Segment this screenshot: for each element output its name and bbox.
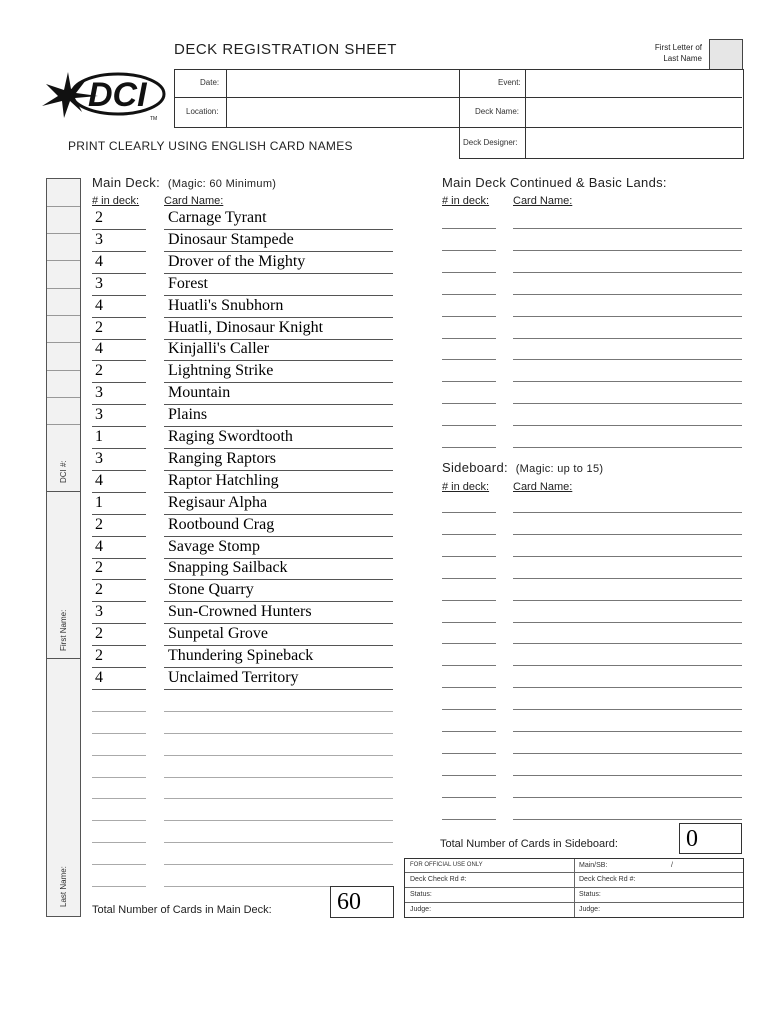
card-name[interactable]: Lightning Strike bbox=[164, 361, 393, 383]
card-row[interactable] bbox=[92, 339, 394, 361]
card-name[interactable]: Thundering Spineback bbox=[164, 646, 393, 668]
card-row[interactable] bbox=[92, 602, 394, 624]
card-qty[interactable] bbox=[92, 756, 146, 778]
card-qty[interactable]: 4 bbox=[92, 339, 146, 361]
card-qty[interactable]: 2 bbox=[92, 558, 146, 580]
player-info-strip bbox=[46, 178, 81, 917]
official-use-box bbox=[404, 858, 744, 918]
sideboard-qty-line[interactable] bbox=[442, 731, 496, 732]
sideboard-name-line[interactable] bbox=[513, 797, 742, 798]
sideboard-qty-line[interactable] bbox=[442, 753, 496, 754]
sideboard-qty-line[interactable] bbox=[442, 643, 496, 644]
card-name[interactable]: Kinjalli's Caller bbox=[164, 339, 393, 361]
card-row[interactable] bbox=[92, 493, 394, 515]
empty-card-row[interactable] bbox=[92, 712, 394, 734]
dci-logo bbox=[38, 66, 168, 127]
card-name[interactable] bbox=[164, 777, 393, 799]
empty-card-row[interactable] bbox=[92, 821, 394, 843]
continued-name-line[interactable] bbox=[513, 250, 742, 251]
card-name[interactable]: Stone Quarry bbox=[164, 580, 393, 602]
card-name[interactable]: Rootbound Crag bbox=[164, 515, 393, 537]
continued-qty-line[interactable] bbox=[442, 359, 496, 360]
card-qty[interactable]: 2 bbox=[92, 361, 146, 383]
card-name[interactable]: Huatli's Snubhorn bbox=[164, 296, 393, 318]
sideboard-name-line[interactable] bbox=[513, 643, 742, 644]
card-qty[interactable] bbox=[92, 799, 146, 821]
sideboard-qty-line[interactable] bbox=[442, 797, 496, 798]
card-name[interactable]: Snapping Sailback bbox=[164, 558, 393, 580]
card-row[interactable] bbox=[92, 208, 394, 230]
main-sb-slash: / bbox=[671, 862, 673, 869]
card-qty[interactable]: 3 bbox=[92, 405, 146, 427]
card-row[interactable] bbox=[92, 449, 394, 471]
sideboard-name-line[interactable] bbox=[513, 819, 742, 820]
deck-designer-field[interactable] bbox=[527, 129, 739, 156]
card-qty[interactable]: 4 bbox=[92, 252, 146, 274]
location-label: Location: bbox=[186, 107, 219, 116]
card-row[interactable] bbox=[92, 318, 394, 340]
empty-card-row[interactable] bbox=[92, 843, 394, 865]
sideboard-name-line[interactable] bbox=[513, 512, 742, 513]
page-title: DECK REGISTRATION SHEET bbox=[174, 41, 397, 58]
continued-name-line[interactable] bbox=[513, 228, 742, 229]
card-name[interactable]: Raptor Hatchling bbox=[164, 471, 393, 493]
card-row[interactable] bbox=[92, 558, 394, 580]
sideboard-qty-line[interactable] bbox=[442, 622, 496, 623]
continued-qty-line[interactable] bbox=[442, 272, 496, 273]
status-label-2: Status: bbox=[579, 891, 601, 898]
card-name[interactable] bbox=[164, 756, 393, 778]
empty-card-row[interactable] bbox=[92, 734, 394, 756]
card-qty[interactable]: 2 bbox=[92, 318, 146, 340]
deck-check-label-1: Deck Check Rd #: bbox=[410, 876, 467, 883]
card-row[interactable] bbox=[92, 624, 394, 646]
sideboard-qty-line[interactable] bbox=[442, 775, 496, 776]
card-name[interactable] bbox=[164, 712, 393, 734]
card-name[interactable] bbox=[164, 734, 393, 756]
main-deck-columns: # in deck: Card Name: bbox=[92, 195, 224, 207]
card-qty[interactable] bbox=[92, 777, 146, 799]
card-qty[interactable]: 4 bbox=[92, 471, 146, 493]
sideboard-name-line[interactable] bbox=[513, 600, 742, 601]
card-name[interactable] bbox=[164, 843, 393, 865]
main-continued-columns: # in deck: Card Name: bbox=[442, 195, 573, 207]
continued-name-line[interactable] bbox=[513, 447, 742, 448]
sideboard-qty-line[interactable] bbox=[442, 665, 496, 666]
continued-name-line[interactable] bbox=[513, 338, 742, 339]
judge-label-2: Judge: bbox=[579, 906, 601, 913]
card-qty[interactable]: 2 bbox=[92, 515, 146, 537]
continued-qty-line[interactable] bbox=[442, 250, 496, 251]
sideboard-name-line[interactable] bbox=[513, 687, 742, 688]
last-name-label: Last Name: bbox=[59, 866, 68, 907]
continued-name-line[interactable] bbox=[513, 294, 742, 295]
deck-name-label: Deck Name: bbox=[475, 107, 520, 116]
card-qty[interactable]: 4 bbox=[92, 537, 146, 559]
card-qty[interactable]: 3 bbox=[92, 449, 146, 471]
card-row[interactable] bbox=[92, 230, 394, 252]
status-label-1: Status: bbox=[410, 891, 432, 898]
first-letter-label: First Letter of Last Name bbox=[654, 43, 702, 63]
date-label: Date: bbox=[200, 78, 220, 87]
card-qty[interactable]: 2 bbox=[92, 624, 146, 646]
card-row[interactable] bbox=[92, 668, 394, 690]
first-letter-box[interactable] bbox=[709, 39, 743, 70]
sideboard-heading: Sideboard: (Magic: up to 15) bbox=[442, 460, 604, 475]
empty-card-row[interactable] bbox=[92, 777, 394, 799]
sideboard-name-line[interactable] bbox=[513, 665, 742, 666]
continued-qty-line[interactable] bbox=[442, 316, 496, 317]
dci-number-label: DCI #: bbox=[59, 460, 68, 483]
continued-name-line[interactable] bbox=[513, 272, 742, 273]
card-row[interactable] bbox=[92, 580, 394, 602]
card-qty[interactable] bbox=[92, 865, 146, 887]
card-qty[interactable]: 3 bbox=[92, 274, 146, 296]
deck-designer-label: Deck Designer: bbox=[463, 138, 518, 147]
continued-name-line[interactable] bbox=[513, 316, 742, 317]
continued-name-line[interactable] bbox=[513, 425, 742, 426]
continued-qty-line[interactable] bbox=[442, 403, 496, 404]
card-name[interactable]: Sunpetal Grove bbox=[164, 624, 393, 646]
card-name[interactable] bbox=[164, 799, 393, 821]
card-name[interactable]: Savage Stomp bbox=[164, 537, 393, 559]
empty-card-row[interactable] bbox=[92, 690, 394, 712]
card-name[interactable]: Unclaimed Territory bbox=[164, 668, 393, 690]
card-name[interactable]: Drover of the Mighty bbox=[164, 252, 393, 274]
card-name[interactable]: Dinosaur Stampede bbox=[164, 230, 393, 252]
card-qty[interactable]: 4 bbox=[92, 296, 146, 318]
continued-qty-line[interactable] bbox=[442, 228, 496, 229]
official-use-header: FOR OFFICIAL USE ONLY bbox=[410, 862, 483, 868]
sideboard-qty-line[interactable] bbox=[442, 534, 496, 535]
card-name[interactable]: Ranging Raptors bbox=[164, 449, 393, 471]
card-row[interactable] bbox=[92, 427, 394, 449]
card-qty[interactable] bbox=[92, 843, 146, 865]
card-name[interactable]: Mountain bbox=[164, 383, 393, 405]
card-row[interactable] bbox=[92, 405, 394, 427]
main-total-value[interactable]: 60 bbox=[330, 886, 394, 918]
card-row[interactable] bbox=[92, 252, 394, 274]
card-name[interactable] bbox=[164, 690, 393, 712]
deck-name-field[interactable] bbox=[527, 99, 739, 126]
date-field[interactable] bbox=[228, 71, 456, 96]
continued-qty-line[interactable] bbox=[442, 338, 496, 339]
card-qty[interactable] bbox=[92, 821, 146, 843]
sideboard-name-line[interactable] bbox=[513, 731, 742, 732]
continued-name-line[interactable] bbox=[513, 359, 742, 360]
sideboard-qty-line[interactable] bbox=[442, 578, 496, 579]
card-name[interactable]: Sun-Crowned Hunters bbox=[164, 602, 393, 624]
sideboard-name-line[interactable] bbox=[513, 556, 742, 557]
card-row[interactable] bbox=[92, 471, 394, 493]
empty-card-row[interactable] bbox=[92, 799, 394, 821]
card-qty[interactable] bbox=[92, 712, 146, 734]
print-note: PRINT CLEARLY USING ENGLISH CARD NAMES bbox=[68, 139, 353, 153]
sideboard-qty-line[interactable] bbox=[442, 556, 496, 557]
card-qty[interactable]: 1 bbox=[92, 427, 146, 449]
card-qty[interactable]: 3 bbox=[92, 230, 146, 252]
continued-name-line[interactable] bbox=[513, 403, 742, 404]
card-name[interactable]: Plains bbox=[164, 405, 393, 427]
main-deck-heading: Main Deck: (Magic: 60 Minimum) bbox=[92, 175, 277, 190]
sideboard-name-line[interactable] bbox=[513, 622, 742, 623]
card-qty[interactable] bbox=[92, 734, 146, 756]
main-sb-label: Main/SB: bbox=[579, 862, 608, 869]
sideboard-name-line[interactable] bbox=[513, 578, 742, 579]
card-row[interactable] bbox=[92, 537, 394, 559]
card-qty[interactable]: 1 bbox=[92, 493, 146, 515]
card-name[interactable] bbox=[164, 865, 393, 887]
judge-label-1: Judge: bbox=[410, 906, 432, 913]
card-name[interactable]: Raging Swordtooth bbox=[164, 427, 393, 449]
continued-qty-line[interactable] bbox=[442, 381, 496, 382]
sideboard-name-line[interactable] bbox=[513, 753, 742, 754]
card-name[interactable] bbox=[164, 821, 393, 843]
sideboard-qty-line[interactable] bbox=[442, 687, 496, 688]
sideboard-qty-line[interactable] bbox=[442, 709, 496, 710]
sideboard-columns: # in deck: Card Name: bbox=[442, 481, 573, 493]
empty-card-row[interactable] bbox=[92, 756, 394, 778]
card-name[interactable]: Huatli, Dinosaur Knight bbox=[164, 318, 393, 340]
card-row[interactable] bbox=[92, 361, 394, 383]
card-qty[interactable]: 3 bbox=[92, 383, 146, 405]
continued-name-line[interactable] bbox=[513, 381, 742, 382]
deck-check-label-2: Deck Check Rd #: bbox=[579, 876, 636, 883]
sideboard-qty-line[interactable] bbox=[442, 600, 496, 601]
card-row[interactable] bbox=[92, 383, 394, 405]
card-row[interactable] bbox=[92, 296, 394, 318]
card-name[interactable]: Forest bbox=[164, 274, 393, 296]
empty-card-row[interactable] bbox=[92, 865, 394, 887]
card-qty[interactable]: 2 bbox=[92, 580, 146, 602]
event-label: Event: bbox=[498, 78, 521, 87]
card-qty[interactable] bbox=[92, 690, 146, 712]
card-row[interactable] bbox=[92, 515, 394, 537]
event-field[interactable] bbox=[527, 71, 739, 96]
logo-text: DCI bbox=[88, 76, 147, 114]
card-row[interactable] bbox=[92, 274, 394, 296]
main-continued-heading: Main Deck Continued & Basic Lands: bbox=[442, 175, 667, 190]
card-qty[interactable]: 2 bbox=[92, 646, 146, 668]
main-total-label: Total Number of Cards in Main Deck: bbox=[92, 904, 272, 916]
card-qty[interactable]: 2 bbox=[92, 208, 146, 230]
sideboard-name-line[interactable] bbox=[513, 534, 742, 535]
first-name-label: First Name: bbox=[59, 609, 68, 651]
sideboard-name-line[interactable] bbox=[513, 709, 742, 710]
card-name[interactable]: Carnage Tyrant bbox=[164, 208, 393, 230]
sideboard-qty-line[interactable] bbox=[442, 819, 496, 820]
sideboard-qty-line[interactable] bbox=[442, 512, 496, 513]
card-qty[interactable]: 3 bbox=[92, 602, 146, 624]
sideboard-name-line[interactable] bbox=[513, 775, 742, 776]
sideboard-total-value[interactable]: 0 bbox=[679, 823, 742, 854]
continued-qty-line[interactable] bbox=[442, 294, 496, 295]
continued-qty-line[interactable] bbox=[442, 447, 496, 448]
card-name[interactable]: Regisaur Alpha bbox=[164, 493, 393, 515]
card-qty[interactable]: 4 bbox=[92, 668, 146, 690]
continued-qty-line[interactable] bbox=[442, 425, 496, 426]
logo-tm: TM bbox=[150, 116, 158, 122]
sideboard-total-label: Total Number of Cards in Sideboard: bbox=[440, 838, 618, 850]
location-field[interactable] bbox=[228, 99, 456, 125]
card-row[interactable] bbox=[92, 646, 394, 668]
